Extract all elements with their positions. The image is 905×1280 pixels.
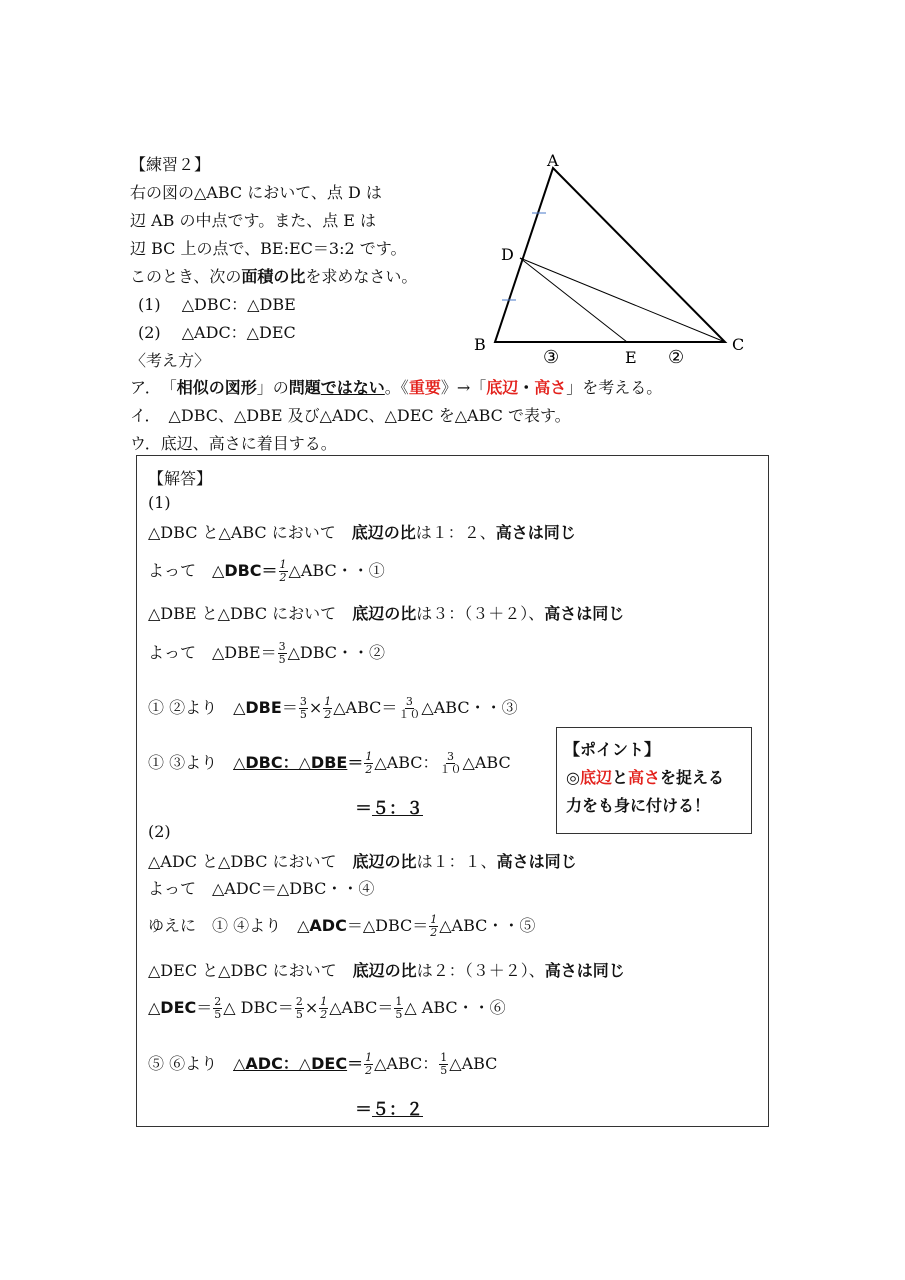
label-e: E xyxy=(625,348,637,367)
part-2-label: (2) xyxy=(148,822,171,841)
answer-line: △ADC と△DBC において 底辺の比は１：１、高さは同じ xyxy=(148,852,577,871)
fraction-1-5: $\frac{1}{5}$ xyxy=(395,995,403,1021)
answer-line: ① ③より △DBC：△DBE＝ $\frac{1}{2}$ △ABC： $\frac{3}{10}$ △ABC xyxy=(148,750,511,776)
fraction-1-5: $\frac{1}{5}$ xyxy=(440,1051,448,1077)
answer-result-1: ＝５：３ xyxy=(355,799,423,819)
fraction-3-5: $\frac{3}{5}$ xyxy=(299,695,307,721)
question-1: (1) △DBC：△DBE xyxy=(138,295,296,314)
segment-de xyxy=(520,258,627,342)
point-title: 【ポイント】 xyxy=(564,740,661,759)
label-d: D xyxy=(501,245,514,264)
fraction-2-5: $\frac{2}{5}$ xyxy=(295,995,303,1021)
triangle-figure xyxy=(470,150,760,375)
approach-a: ア． 「相似の図形」の問題ではない。《重要》→「底辺・高さ」を考える。 xyxy=(130,378,663,397)
answer-line: ⑤ ⑥より △ADC：△DEC＝ $\frac{1}{2}$ △ABC： $\frac{1}{5}$ △ABC xyxy=(148,1051,498,1077)
important-label: 重要 xyxy=(408,378,441,397)
approach-title: 〈考え方〉 xyxy=(130,351,211,370)
problem-line: 辺 AB の中点です。また、点 E は xyxy=(130,211,377,230)
answer-result-2: ＝５：２ xyxy=(355,1100,423,1120)
approach-u: ウ．底辺、高さに着目する。 xyxy=(130,434,337,453)
triangle-abc xyxy=(495,168,725,342)
problem-line: 辺 BC 上の点で、BE:EC＝3:2 です。 xyxy=(130,239,407,258)
answer-line: △DEC と△DBC において 底辺の比は２：（３＋２）、高さは同じ xyxy=(148,961,625,980)
label-a: A xyxy=(547,151,559,170)
label-c: C xyxy=(732,335,745,354)
fraction-half: $\frac{1}{2}$ xyxy=(324,695,332,721)
exercise-title: 【練習２】 xyxy=(130,155,211,174)
label-b: B xyxy=(474,335,486,354)
ratio-ec: ② xyxy=(668,347,685,368)
segment-dc xyxy=(520,258,725,342)
fraction-half: $\frac{1}{2}$ xyxy=(320,995,328,1021)
ratio-be: ③ xyxy=(543,347,560,368)
point-line: ◎底辺と高さを捉える xyxy=(566,768,725,787)
answer-line: よって △DBE＝ $\frac{3}{5}$ △DBC・・② xyxy=(148,640,386,666)
fraction-half: $\frac{1}{2}$ xyxy=(430,913,438,939)
answer-title: 【解答】 xyxy=(148,469,213,488)
fraction-2-5: $\frac{2}{5}$ xyxy=(214,995,222,1021)
answer-line: △DEC＝ $\frac{2}{5}$ △ DBC＝ $\frac{2}{5}$ × $\frac{1}{2}$ △ABC＝ $\frac{1}{5}$ △ ABC・・⑥ xyxy=(148,995,506,1021)
answer-line: よって △ADC＝△DBC・・④ xyxy=(148,879,375,898)
fraction-3-10: $\frac{3}{10}$ xyxy=(439,750,462,776)
point-line: 力をも身に付ける！ xyxy=(566,796,711,815)
answer-line: △DBE と△DBC において 底辺の比は３：（３＋２）、高さは同じ xyxy=(148,604,625,623)
fraction-half: $\frac{1}{2}$ xyxy=(279,558,287,584)
fraction-3-10: $\frac{3}{10}$ xyxy=(398,695,421,721)
fraction-half: $\frac{1}{2}$ xyxy=(365,1051,373,1077)
area-ratio-emphasis: 面積の比 xyxy=(241,267,306,286)
question-2: (2) △ADC：△DEC xyxy=(138,323,296,342)
fraction-3-5: $\frac{3}{5}$ xyxy=(278,640,286,666)
approach-i: イ． △DBC、△DBE 及び△ADC、△DEC を△ABC で表す。 xyxy=(130,406,571,425)
fraction-half: $\frac{1}{2}$ xyxy=(365,750,373,776)
answer-line: △DBC と△ABC において 底辺の比は１：２、高さは同じ xyxy=(148,523,576,542)
problem-line: 右の図の△ABC において、点 D は xyxy=(130,183,382,202)
part-1-label: (1) xyxy=(148,493,171,512)
problem-line: このとき、次の面積の比を求めなさい。 xyxy=(130,267,418,286)
answer-line: ① ②より △DBE＝ $\frac{3}{5}$ × $\frac{1}{2}$ △ABC＝ $\frac{3}{10}$ △ABC・・③ xyxy=(148,695,518,721)
answer-line: ゆえに ① ④より △ADC＝△DBC＝ $\frac{1}{2}$ △ABC・・⑤ xyxy=(148,913,536,939)
answer-line: よって △DBC＝ $\frac{1}{2}$ △ABC・・① xyxy=(148,558,385,584)
